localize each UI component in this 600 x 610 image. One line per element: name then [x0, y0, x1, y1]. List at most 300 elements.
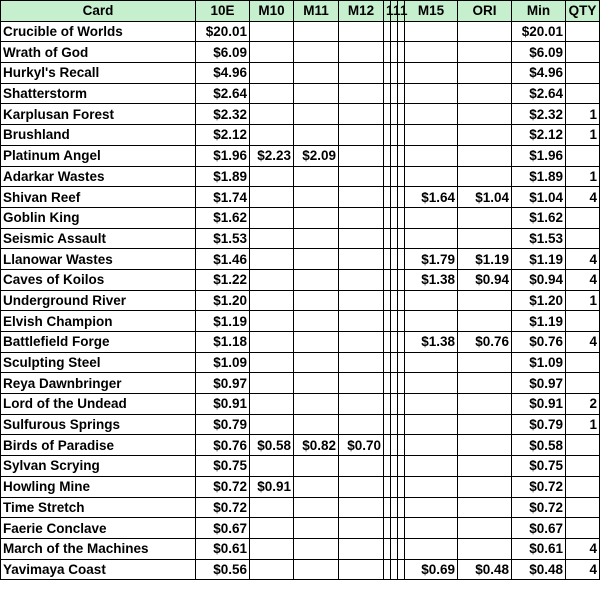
- price-hidden-cell[interactable]: [391, 497, 398, 518]
- qty-cell[interactable]: [566, 207, 600, 228]
- price-ori-cell[interactable]: [458, 125, 512, 146]
- header-m15[interactable]: M15: [405, 1, 458, 22]
- price-min-cell[interactable]: $2.64: [512, 83, 566, 104]
- price-hidden-cell[interactable]: [384, 497, 391, 518]
- price-min-cell[interactable]: $1.19: [512, 249, 566, 270]
- card-name-cell[interactable]: Adarkar Wastes: [1, 166, 196, 187]
- price-hidden-cell[interactable]: [384, 311, 391, 332]
- price-m12-cell[interactable]: $0.70: [339, 435, 384, 456]
- price-10e-cell[interactable]: $2.64: [196, 83, 250, 104]
- price-m11-cell[interactable]: [294, 414, 339, 435]
- card-name-cell[interactable]: Seismic Assault: [1, 228, 196, 249]
- card-name-cell[interactable]: Sulfurous Springs: [1, 414, 196, 435]
- price-m12-cell[interactable]: [339, 456, 384, 477]
- price-hidden-cell[interactable]: [398, 518, 405, 539]
- price-min-cell[interactable]: $6.09: [512, 42, 566, 63]
- price-min-cell[interactable]: $1.19: [512, 311, 566, 332]
- price-m10-cell[interactable]: [250, 538, 294, 559]
- price-min-cell[interactable]: $0.72: [512, 476, 566, 497]
- price-hidden-cell[interactable]: [391, 394, 398, 415]
- qty-cell[interactable]: 1: [566, 125, 600, 146]
- price-m12-cell[interactable]: [339, 42, 384, 63]
- price-m10-cell[interactable]: $0.58: [250, 435, 294, 456]
- price-hidden-cell[interactable]: [384, 187, 391, 208]
- price-hidden-cell[interactable]: [384, 435, 391, 456]
- price-ori-cell[interactable]: [458, 42, 512, 63]
- price-m12-cell[interactable]: [339, 352, 384, 373]
- card-name-cell[interactable]: Howling Mine: [1, 476, 196, 497]
- price-ori-cell[interactable]: $1.04: [458, 187, 512, 208]
- price-hidden-cell[interactable]: [391, 228, 398, 249]
- price-min-cell[interactable]: $1.89: [512, 166, 566, 187]
- price-m15-cell[interactable]: [405, 290, 458, 311]
- price-m15-cell[interactable]: [405, 42, 458, 63]
- price-min-cell[interactable]: $4.96: [512, 63, 566, 84]
- price-min-cell[interactable]: $0.94: [512, 269, 566, 290]
- price-hidden-cell[interactable]: [384, 125, 391, 146]
- header-m10[interactable]: M10: [250, 1, 294, 22]
- price-m11-cell[interactable]: [294, 559, 339, 580]
- price-m15-cell[interactable]: [405, 63, 458, 84]
- card-name-cell[interactable]: Shivan Reef: [1, 187, 196, 208]
- price-m10-cell[interactable]: [250, 187, 294, 208]
- price-m12-cell[interactable]: [339, 497, 384, 518]
- price-hidden-cell[interactable]: [384, 166, 391, 187]
- price-10e-cell[interactable]: $1.18: [196, 332, 250, 353]
- qty-cell[interactable]: [566, 476, 600, 497]
- price-m11-cell[interactable]: [294, 476, 339, 497]
- price-10e-cell[interactable]: $0.67: [196, 518, 250, 539]
- header-ori[interactable]: ORI: [458, 1, 512, 22]
- price-m15-cell[interactable]: [405, 104, 458, 125]
- price-hidden-cell[interactable]: [384, 83, 391, 104]
- price-hidden-cell[interactable]: [384, 145, 391, 166]
- price-m10-cell[interactable]: [250, 394, 294, 415]
- price-m15-cell[interactable]: [405, 538, 458, 559]
- card-name-cell[interactable]: Shatterstorm: [1, 83, 196, 104]
- price-min-cell[interactable]: $20.01: [512, 21, 566, 42]
- price-hidden-cell[interactable]: [384, 476, 391, 497]
- price-m15-cell[interactable]: [405, 414, 458, 435]
- qty-cell[interactable]: 4: [566, 559, 600, 580]
- price-min-cell[interactable]: $1.09: [512, 352, 566, 373]
- price-hidden-cell[interactable]: [384, 352, 391, 373]
- price-hidden-cell[interactable]: [398, 207, 405, 228]
- price-m12-cell[interactable]: [339, 228, 384, 249]
- header-min[interactable]: Min: [512, 1, 566, 22]
- price-hidden-cell[interactable]: [398, 538, 405, 559]
- price-ori-cell[interactable]: $0.48: [458, 559, 512, 580]
- price-m10-cell[interactable]: [250, 166, 294, 187]
- price-m11-cell[interactable]: [294, 207, 339, 228]
- qty-cell[interactable]: 4: [566, 249, 600, 270]
- price-m12-cell[interactable]: [339, 104, 384, 125]
- price-hidden-cell[interactable]: [391, 352, 398, 373]
- price-min-cell[interactable]: $1.04: [512, 187, 566, 208]
- price-m12-cell[interactable]: [339, 538, 384, 559]
- price-hidden-cell[interactable]: [398, 352, 405, 373]
- header-10e[interactable]: 10E: [196, 1, 250, 22]
- price-m15-cell[interactable]: [405, 207, 458, 228]
- price-ori-cell[interactable]: [458, 83, 512, 104]
- price-ori-cell[interactable]: [458, 311, 512, 332]
- price-hidden-cell[interactable]: [391, 207, 398, 228]
- price-hidden-cell[interactable]: [384, 538, 391, 559]
- price-m10-cell[interactable]: [250, 497, 294, 518]
- card-name-cell[interactable]: Faerie Conclave: [1, 518, 196, 539]
- price-hidden-cell[interactable]: [398, 228, 405, 249]
- price-min-cell[interactable]: $0.76: [512, 332, 566, 353]
- price-ori-cell[interactable]: [458, 373, 512, 394]
- price-m10-cell[interactable]: [250, 352, 294, 373]
- qty-cell[interactable]: [566, 435, 600, 456]
- price-hidden-cell[interactable]: [398, 125, 405, 146]
- price-m11-cell[interactable]: [294, 63, 339, 84]
- price-ori-cell[interactable]: [458, 538, 512, 559]
- price-m11-cell[interactable]: [294, 125, 339, 146]
- price-10e-cell[interactable]: $0.61: [196, 538, 250, 559]
- price-hidden-cell[interactable]: [391, 435, 398, 456]
- price-hidden-cell[interactable]: [398, 83, 405, 104]
- price-m15-cell[interactable]: [405, 497, 458, 518]
- price-m15-cell[interactable]: $1.64: [405, 187, 458, 208]
- price-m11-cell[interactable]: [294, 290, 339, 311]
- price-hidden-cell[interactable]: [391, 269, 398, 290]
- price-m15-cell[interactable]: $1.79: [405, 249, 458, 270]
- price-ori-cell[interactable]: [458, 352, 512, 373]
- price-min-cell[interactable]: $1.62: [512, 207, 566, 228]
- price-m11-cell[interactable]: [294, 518, 339, 539]
- price-ori-cell[interactable]: [458, 476, 512, 497]
- price-10e-cell[interactable]: $1.62: [196, 207, 250, 228]
- price-hidden-cell[interactable]: [384, 42, 391, 63]
- header-m13[interactable]: 1: [384, 1, 391, 22]
- price-ori-cell[interactable]: [458, 104, 512, 125]
- price-m11-cell[interactable]: [294, 352, 339, 373]
- price-ori-cell[interactable]: [458, 394, 512, 415]
- price-10e-cell[interactable]: $0.72: [196, 476, 250, 497]
- price-m11-cell[interactable]: [294, 311, 339, 332]
- price-hidden-cell[interactable]: [398, 290, 405, 311]
- qty-cell[interactable]: 4: [566, 332, 600, 353]
- price-m12-cell[interactable]: [339, 373, 384, 394]
- price-hidden-cell[interactable]: [384, 332, 391, 353]
- price-min-cell[interactable]: $1.20: [512, 290, 566, 311]
- header-qty[interactable]: QTY: [566, 1, 600, 22]
- header-m14b[interactable]: 1: [398, 1, 405, 22]
- price-m11-cell[interactable]: [294, 83, 339, 104]
- price-m12-cell[interactable]: [339, 476, 384, 497]
- price-m10-cell[interactable]: [250, 559, 294, 580]
- price-m12-cell[interactable]: [339, 290, 384, 311]
- price-min-cell[interactable]: $0.91: [512, 394, 566, 415]
- price-m10-cell[interactable]: [250, 311, 294, 332]
- header-m11[interactable]: M11: [294, 1, 339, 22]
- price-ori-cell[interactable]: [458, 228, 512, 249]
- price-hidden-cell[interactable]: [398, 269, 405, 290]
- price-hidden-cell[interactable]: [398, 394, 405, 415]
- price-m15-cell[interactable]: [405, 373, 458, 394]
- price-min-cell[interactable]: $0.72: [512, 497, 566, 518]
- price-m12-cell[interactable]: [339, 311, 384, 332]
- qty-cell[interactable]: 2: [566, 394, 600, 415]
- price-m11-cell[interactable]: [294, 249, 339, 270]
- price-ori-cell[interactable]: [458, 207, 512, 228]
- price-hidden-cell[interactable]: [384, 63, 391, 84]
- price-10e-cell[interactable]: $0.76: [196, 435, 250, 456]
- price-10e-cell[interactable]: $1.74: [196, 187, 250, 208]
- price-hidden-cell[interactable]: [391, 21, 398, 42]
- qty-cell[interactable]: [566, 83, 600, 104]
- price-hidden-cell[interactable]: [398, 187, 405, 208]
- price-m12-cell[interactable]: [339, 187, 384, 208]
- price-m12-cell[interactable]: [339, 145, 384, 166]
- price-m15-cell[interactable]: [405, 435, 458, 456]
- price-ori-cell[interactable]: [458, 435, 512, 456]
- price-hidden-cell[interactable]: [384, 228, 391, 249]
- price-m11-cell[interactable]: $0.82: [294, 435, 339, 456]
- card-name-cell[interactable]: Birds of Paradise: [1, 435, 196, 456]
- price-hidden-cell[interactable]: [384, 290, 391, 311]
- price-ori-cell[interactable]: [458, 145, 512, 166]
- price-m10-cell[interactable]: [250, 269, 294, 290]
- price-m11-cell[interactable]: [294, 187, 339, 208]
- price-m12-cell[interactable]: [339, 21, 384, 42]
- price-m11-cell[interactable]: [294, 373, 339, 394]
- price-m15-cell[interactable]: $1.38: [405, 269, 458, 290]
- price-hidden-cell[interactable]: [398, 332, 405, 353]
- price-hidden-cell[interactable]: [391, 476, 398, 497]
- price-m10-cell[interactable]: [250, 63, 294, 84]
- price-ori-cell[interactable]: $1.19: [458, 249, 512, 270]
- card-name-cell[interactable]: Crucible of Worlds: [1, 21, 196, 42]
- card-name-cell[interactable]: Brushland: [1, 125, 196, 146]
- price-m10-cell[interactable]: [250, 373, 294, 394]
- price-10e-cell[interactable]: $1.19: [196, 311, 250, 332]
- price-m15-cell[interactable]: [405, 166, 458, 187]
- price-hidden-cell[interactable]: [398, 104, 405, 125]
- card-name-cell[interactable]: March of the Machines: [1, 538, 196, 559]
- price-m15-cell[interactable]: [405, 456, 458, 477]
- price-10e-cell[interactable]: $2.12: [196, 125, 250, 146]
- price-10e-cell[interactable]: $1.09: [196, 352, 250, 373]
- qty-cell[interactable]: [566, 497, 600, 518]
- card-name-cell[interactable]: Sylvan Scrying: [1, 456, 196, 477]
- price-hidden-cell[interactable]: [384, 269, 391, 290]
- card-name-cell[interactable]: Platinum Angel: [1, 145, 196, 166]
- price-hidden-cell[interactable]: [391, 456, 398, 477]
- price-hidden-cell[interactable]: [384, 21, 391, 42]
- price-ori-cell[interactable]: [458, 21, 512, 42]
- price-hidden-cell[interactable]: [391, 538, 398, 559]
- price-hidden-cell[interactable]: [384, 373, 391, 394]
- price-m10-cell[interactable]: $0.91: [250, 476, 294, 497]
- card-name-cell[interactable]: Lord of the Undead: [1, 394, 196, 415]
- price-m11-cell[interactable]: $2.09: [294, 145, 339, 166]
- price-m10-cell[interactable]: [250, 125, 294, 146]
- price-min-cell[interactable]: $1.53: [512, 228, 566, 249]
- card-name-cell[interactable]: Time Stretch: [1, 497, 196, 518]
- price-min-cell[interactable]: $0.79: [512, 414, 566, 435]
- price-m15-cell[interactable]: $0.69: [405, 559, 458, 580]
- price-m10-cell[interactable]: $2.23: [250, 145, 294, 166]
- price-m12-cell[interactable]: [339, 207, 384, 228]
- price-ori-cell[interactable]: [458, 63, 512, 84]
- price-m10-cell[interactable]: [250, 518, 294, 539]
- qty-cell[interactable]: [566, 352, 600, 373]
- price-hidden-cell[interactable]: [391, 414, 398, 435]
- price-hidden-cell[interactable]: [391, 63, 398, 84]
- qty-cell[interactable]: [566, 228, 600, 249]
- price-m11-cell[interactable]: [294, 21, 339, 42]
- price-hidden-cell[interactable]: [398, 373, 405, 394]
- price-10e-cell[interactable]: $1.46: [196, 249, 250, 270]
- price-ori-cell[interactable]: $0.76: [458, 332, 512, 353]
- price-10e-cell[interactable]: $0.91: [196, 394, 250, 415]
- card-name-cell[interactable]: Yavimaya Coast: [1, 559, 196, 580]
- price-hidden-cell[interactable]: [398, 456, 405, 477]
- price-10e-cell[interactable]: $0.97: [196, 373, 250, 394]
- price-ori-cell[interactable]: [458, 414, 512, 435]
- price-m10-cell[interactable]: [250, 456, 294, 477]
- price-10e-cell[interactable]: $0.75: [196, 456, 250, 477]
- card-name-cell[interactable]: Battlefield Forge: [1, 332, 196, 353]
- price-min-cell[interactable]: $0.61: [512, 538, 566, 559]
- price-m15-cell[interactable]: [405, 352, 458, 373]
- price-ori-cell[interactable]: [458, 518, 512, 539]
- price-m10-cell[interactable]: [250, 21, 294, 42]
- card-name-cell[interactable]: Llanowar Wastes: [1, 249, 196, 270]
- price-min-cell[interactable]: $0.75: [512, 456, 566, 477]
- price-ori-cell[interactable]: [458, 456, 512, 477]
- price-hidden-cell[interactable]: [384, 518, 391, 539]
- price-m12-cell[interactable]: [339, 63, 384, 84]
- card-name-cell[interactable]: Elvish Champion: [1, 311, 196, 332]
- qty-cell[interactable]: 1: [566, 104, 600, 125]
- price-m10-cell[interactable]: [250, 414, 294, 435]
- price-m15-cell[interactable]: [405, 21, 458, 42]
- price-hidden-cell[interactable]: [391, 83, 398, 104]
- price-10e-cell[interactable]: $1.20: [196, 290, 250, 311]
- price-min-cell[interactable]: $1.96: [512, 145, 566, 166]
- price-hidden-cell[interactable]: [391, 125, 398, 146]
- price-hidden-cell[interactable]: [398, 166, 405, 187]
- price-m12-cell[interactable]: [339, 166, 384, 187]
- price-m10-cell[interactable]: [250, 83, 294, 104]
- price-m15-cell[interactable]: [405, 228, 458, 249]
- price-hidden-cell[interactable]: [398, 21, 405, 42]
- price-hidden-cell[interactable]: [391, 104, 398, 125]
- price-10e-cell[interactable]: $0.72: [196, 497, 250, 518]
- price-m11-cell[interactable]: [294, 332, 339, 353]
- price-m10-cell[interactable]: [250, 249, 294, 270]
- price-hidden-cell[interactable]: [391, 311, 398, 332]
- price-m11-cell[interactable]: [294, 456, 339, 477]
- price-hidden-cell[interactable]: [398, 414, 405, 435]
- price-hidden-cell[interactable]: [398, 42, 405, 63]
- price-min-cell[interactable]: $0.48: [512, 559, 566, 580]
- card-name-cell[interactable]: Goblin King: [1, 207, 196, 228]
- price-10e-cell[interactable]: $2.32: [196, 104, 250, 125]
- price-min-cell[interactable]: $2.12: [512, 125, 566, 146]
- price-m12-cell[interactable]: [339, 269, 384, 290]
- price-m12-cell[interactable]: [339, 414, 384, 435]
- price-m10-cell[interactable]: [250, 332, 294, 353]
- price-m12-cell[interactable]: [339, 559, 384, 580]
- price-hidden-cell[interactable]: [391, 187, 398, 208]
- price-m10-cell[interactable]: [250, 228, 294, 249]
- price-hidden-cell[interactable]: [398, 435, 405, 456]
- price-m11-cell[interactable]: [294, 269, 339, 290]
- price-hidden-cell[interactable]: [384, 207, 391, 228]
- price-10e-cell[interactable]: $1.89: [196, 166, 250, 187]
- price-m11-cell[interactable]: [294, 538, 339, 559]
- qty-cell[interactable]: [566, 311, 600, 332]
- price-hidden-cell[interactable]: [398, 559, 405, 580]
- qty-cell[interactable]: [566, 63, 600, 84]
- price-m12-cell[interactable]: [339, 518, 384, 539]
- price-hidden-cell[interactable]: [391, 332, 398, 353]
- price-m15-cell[interactable]: $1.38: [405, 332, 458, 353]
- price-hidden-cell[interactable]: [391, 145, 398, 166]
- price-m15-cell[interactable]: [405, 311, 458, 332]
- card-name-cell[interactable]: Hurkyl's Recall: [1, 63, 196, 84]
- price-10e-cell[interactable]: $4.96: [196, 63, 250, 84]
- price-m11-cell[interactable]: [294, 394, 339, 415]
- qty-cell[interactable]: 4: [566, 269, 600, 290]
- price-10e-cell[interactable]: $1.96: [196, 145, 250, 166]
- price-m12-cell[interactable]: [339, 249, 384, 270]
- price-hidden-cell[interactable]: [391, 42, 398, 63]
- price-hidden-cell[interactable]: [391, 373, 398, 394]
- card-name-cell[interactable]: Underground River: [1, 290, 196, 311]
- qty-cell[interactable]: [566, 145, 600, 166]
- qty-cell[interactable]: 4: [566, 187, 600, 208]
- price-m11-cell[interactable]: [294, 104, 339, 125]
- price-m15-cell[interactable]: [405, 125, 458, 146]
- price-hidden-cell[interactable]: [398, 497, 405, 518]
- price-hidden-cell[interactable]: [398, 249, 405, 270]
- price-hidden-cell[interactable]: [384, 456, 391, 477]
- price-m15-cell[interactable]: [405, 145, 458, 166]
- price-10e-cell[interactable]: $6.09: [196, 42, 250, 63]
- price-m12-cell[interactable]: [339, 83, 384, 104]
- price-hidden-cell[interactable]: [398, 145, 405, 166]
- price-hidden-cell[interactable]: [384, 559, 391, 580]
- price-hidden-cell[interactable]: [398, 476, 405, 497]
- qty-cell[interactable]: [566, 373, 600, 394]
- qty-cell[interactable]: [566, 21, 600, 42]
- qty-cell[interactable]: 4: [566, 538, 600, 559]
- card-name-cell[interactable]: Wrath of God: [1, 42, 196, 63]
- price-hidden-cell[interactable]: [384, 394, 391, 415]
- card-name-cell[interactable]: Karplusan Forest: [1, 104, 196, 125]
- qty-cell[interactable]: 1: [566, 414, 600, 435]
- price-hidden-cell[interactable]: [391, 518, 398, 539]
- price-hidden-cell[interactable]: [398, 311, 405, 332]
- price-10e-cell[interactable]: $1.53: [196, 228, 250, 249]
- price-10e-cell[interactable]: $20.01: [196, 21, 250, 42]
- price-m15-cell[interactable]: [405, 476, 458, 497]
- price-ori-cell[interactable]: [458, 166, 512, 187]
- qty-cell[interactable]: [566, 456, 600, 477]
- price-m11-cell[interactable]: [294, 166, 339, 187]
- card-name-cell[interactable]: Reya Dawnbringer: [1, 373, 196, 394]
- price-m10-cell[interactable]: [250, 42, 294, 63]
- price-min-cell[interactable]: $0.97: [512, 373, 566, 394]
- price-min-cell[interactable]: $2.32: [512, 104, 566, 125]
- header-m14[interactable]: 1: [391, 1, 398, 22]
